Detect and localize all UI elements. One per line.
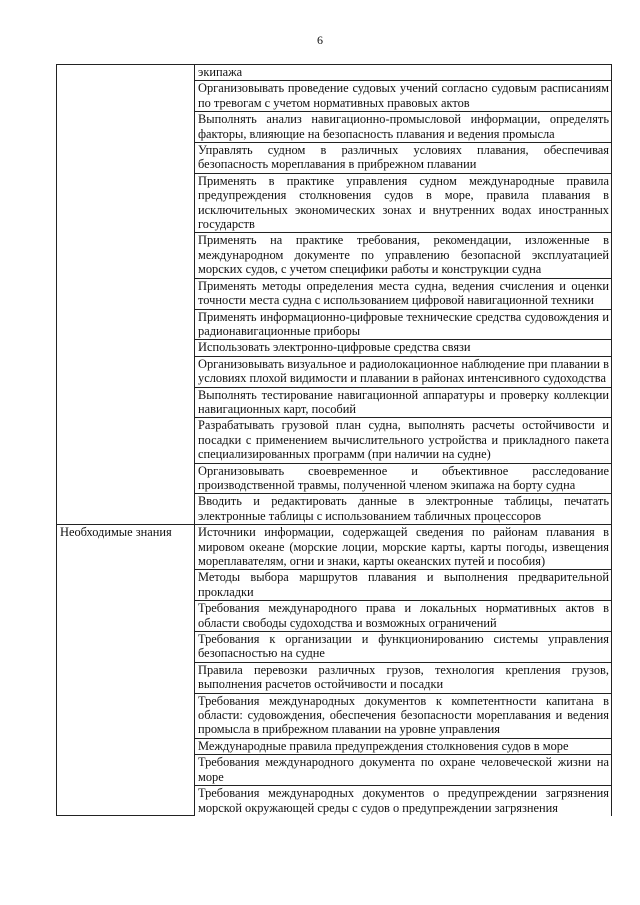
skills-label-cell (57, 65, 195, 525)
table-row (57, 65, 612, 81)
skill-item: экипажа (195, 65, 612, 81)
skill-item: Вводить и редактировать данные в электронные таблицы, печатать электронные таблицы с использованием табличных процессоров (195, 494, 612, 525)
knowledge-item: Требования международных документов о предупреждении загрязнения морской окружающей среды с судов о предупреждении загрязнения (195, 786, 612, 816)
skill-item: Применять в практике управления судном международные правила предупреждения столкновения судов в море, правила плавания в исключительных экономических зонах и внутренних водах иностранных государств (195, 173, 612, 233)
knowledge-item: Требования международных документов к компетентности капитана в области: судовождения, обеспечения безопасности мореплавания и ведения промысла в прибрежном плавании на уровне управления (195, 693, 612, 738)
knowledge-item: Требования международного права и локальных нормативных актов в области свободы судоходства и возможных ограничений (195, 601, 612, 632)
skill-item: Организовывать визуальное и радиолокационное наблюдение при плавании в условиях плохой видимости и плавании в районах интенсивного судоходства (195, 356, 612, 387)
skill-item: Применять информационно-цифровые технические средства судовождения и радионавигационные приборы (195, 309, 612, 340)
requirements-table (56, 64, 612, 816)
skill-item: Выполнять тестирование навигационной аппаратуры и проверку коллекции навигационных карт, пособий (195, 387, 612, 418)
skill-item: Организовывать проведение судовых учений согласно судовым расписаниям по тревогам с учетом нормативных правовых актов (195, 81, 612, 112)
table-row (57, 525, 612, 570)
knowledge-item: Методы выбора маршрутов плавания и выполнения предварительной прокладки (195, 570, 612, 601)
knowledge-item: Источники информации, содержащей сведения по районам плавания в мировом океане (морские лоции, морские карты, карты погоды, извещения мореплавателям, огни и знаки, карты океанских путей и пособия) (195, 525, 612, 570)
knowledge-item: Правила перевозки различных грузов, технология крепления грузов, выполнения расчетов остойчивости и посадки (195, 662, 612, 693)
knowledge-item: Требования международного документа по охране человеческой жизни на море (195, 755, 612, 786)
knowledge-label-cell: Необходимые знания (57, 525, 195, 816)
skill-item: Применять на практике требования, рекомендации, изложенные в международном документе по управлению безопасной эксплуатацией морских судов, с учетом специфики работы и конструкции судна (195, 233, 612, 278)
skill-item: Выполнять анализ навигационно-промысловой информации, определять факторы, влияющие на безопасность плавания и ведения промысла (195, 112, 612, 143)
page-number: 6 (317, 33, 323, 47)
skill-item: Разрабатывать грузовой план судна, выполнять расчеты остойчивости и посадки с применением вычислительного устройства и прикладного пакета специализированных программ (при наличии на судне) (195, 418, 612, 463)
knowledge-item: Международные правила предупреждения столкновения судов в море (195, 738, 612, 754)
skill-item: Управлять судном в различных условиях плавания, обеспечивая безопасность мореплавания в прибрежном плавании (195, 143, 612, 174)
skill-item: Организовывать своевременное и объективное расследование производственной травмы, полученной членом экипажа на борту судна (195, 463, 612, 494)
skill-item: Применять методы определения места судна, ведения счисления и оценки точности места судна с использованием цифровой навигационной техники (195, 278, 612, 309)
knowledge-item: Требования к организации и функционированию системы управления безопасностью на судне (195, 632, 612, 663)
skill-item: Использовать электронно-цифровые средства связи (195, 340, 612, 356)
